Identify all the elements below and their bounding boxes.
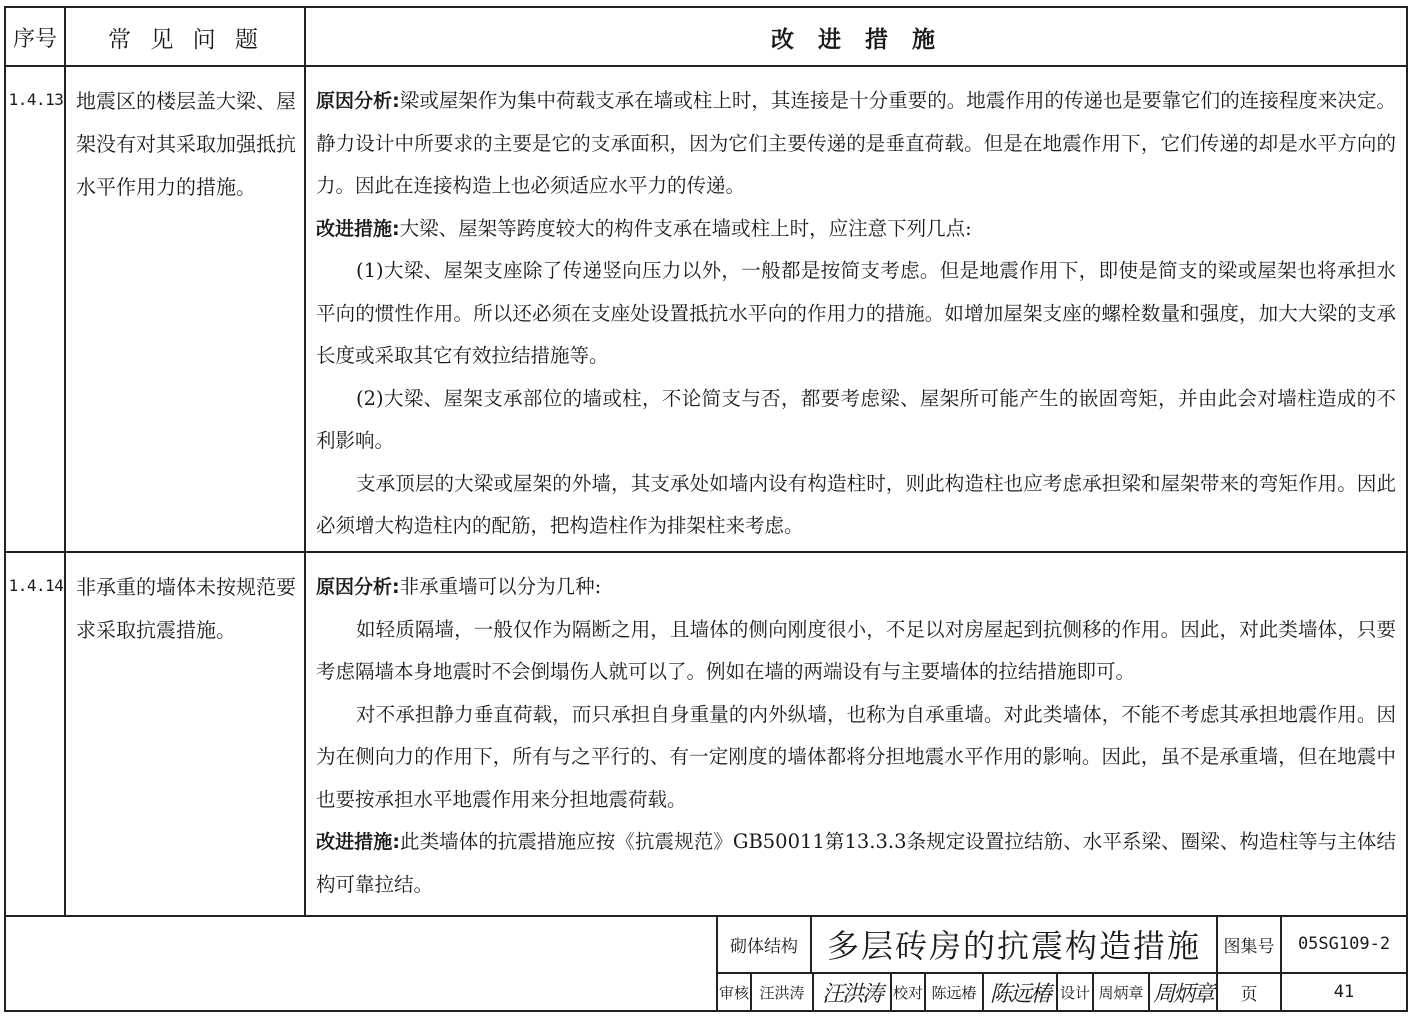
improvement-body (316, 566, 1396, 906)
analysis-text: 非承重墙可以分为几种: (399, 575, 602, 598)
review-label: 审核 (718, 983, 749, 1002)
design-label: 设计 (1059, 983, 1090, 1002)
header-number: 序号 (12, 26, 57, 52)
page-label: 页 (1240, 984, 1258, 1005)
row-number: 1.4.13 (8, 90, 64, 109)
improvement-body (316, 80, 1396, 548)
analysis-label: 原因分析: (316, 576, 400, 598)
header-improvement: 改 进 措 施 (770, 25, 944, 53)
analysis-text: 梁或屋架作为集中荷载支承在墙或柱上时，其连接是十分重要的。地震作用的传递也是要靠它们的连接程度来决定。静力设计中所要求的主要是它的支承面积，因为它们主要传递的是垂直荷载。但是在地震作用下，它们传递的却是水平方向的力。因此在连接构造上也必须适应水平力的传递。 (316, 89, 1396, 197)
check-signature: 陈远椿 (989, 981, 1050, 1007)
header-common-issue: 常 见 问 题 (108, 26, 264, 53)
measure-text: 大梁、屋架等跨度较大的构件支承在墙或柱上时，应注意下列几点: (399, 216, 972, 240)
review-signature: 汪洪涛 (821, 981, 882, 1007)
header-divider (6, 65, 1406, 67)
measure-note: 支承顶层的大梁或屋架的外墙，其支承处如墙内设有构造柱时，则此构造柱也应考虑承担梁和屋架带来的弯矩作用。因此必须增大构造柱内的配筋，把构造柱作为排架柱来考虑。 (316, 471, 1396, 537)
design-signature: 周炳章 (1152, 981, 1213, 1007)
design-name: 周炳章 (1098, 983, 1144, 1002)
check-name: 陈远椿 (931, 983, 977, 1002)
measure-paragraph (316, 821, 1396, 906)
check-label: 校对 (892, 983, 923, 1002)
atlas-label: 图集号 (1223, 936, 1275, 957)
page-number: 41 (1333, 982, 1355, 1002)
row-number: 1.4.14 (8, 576, 64, 595)
category-label: 砌体结构 (730, 936, 798, 957)
drawing-sheet (4, 6, 1408, 1012)
analysis-paragraph (316, 566, 1396, 609)
analysis-paragraph (316, 80, 1396, 208)
atlas-number: 05SG109-2 (1297, 934, 1391, 954)
issue-text: 非承重的墙体未按规范要求采取抗震措施。 (76, 575, 296, 642)
measure-paragraph (316, 208, 1396, 251)
measure-label: 改进措施: (316, 217, 400, 240)
column-divider (64, 8, 66, 916)
row-divider (6, 551, 1406, 553)
analysis-item-1: 如轻质隔墙，一般仅作为隔断之用，且墙体的侧向刚度很小，不足以对房屋起到抗侧移的作用。因此，对此类墙体，只要考虑隔墙本身地震时不会倒塌伤人就可以了。例如在墙的两端设有与主要墙体的拉结措施即可。 (316, 617, 1396, 683)
drawing-title: 多层砖房的抗震构造措施 (826, 927, 1201, 965)
column-divider (304, 8, 306, 916)
analysis-item-2: 对不承担静力垂直荷载，而只承担自身重量的内外纵墙，也称为自承重墙。对此类墙体，不能不考虑其承担地震作用。因为在侧向力的作用下，所有与之平行的、有一定刚度的墙体都将分担地震水平作用的影响。因此，虽不是承重墙，但在地震中也要按承担水平地震作用来分担地震荷载。 (316, 702, 1396, 811)
measure-item-2: (2)大梁、屋架支承部位的墙或柱，不论简支与否，都要考虑梁、屋架所可能产生的嵌固弯矩，并由此会对墙柱造成的不利影响。 (316, 386, 1396, 452)
measure-text: 此类墙体的抗震措施应按《抗震规范》GB50011第13.3.3条规定设置拉结筋、水平系梁、圈梁、构造柱等与主体结构可靠拉结。 (316, 830, 1396, 896)
measure-item-1: (1)大梁、屋架支座除了传递竖向压力以外，一般都是按简支考虑。但是地震作用下，即使是简支的梁或屋架也将承担水平向的惯性作用。所以还必须在支座处设置抵抗水平向的作用力的措施。如增加屋架支座的螺栓数量和强度，加大大梁的支承长度或采取其它有效拉结措施等。 (316, 259, 1396, 367)
review-name: 汪洪涛 (759, 983, 805, 1002)
measure-label: 改进措施: (316, 831, 400, 853)
issue-text: 地震区的楼层盖大梁、屋架没有对其采取加强抵抗水平作用力的措施。 (76, 89, 296, 199)
analysis-label: 原因分析: (316, 90, 400, 112)
